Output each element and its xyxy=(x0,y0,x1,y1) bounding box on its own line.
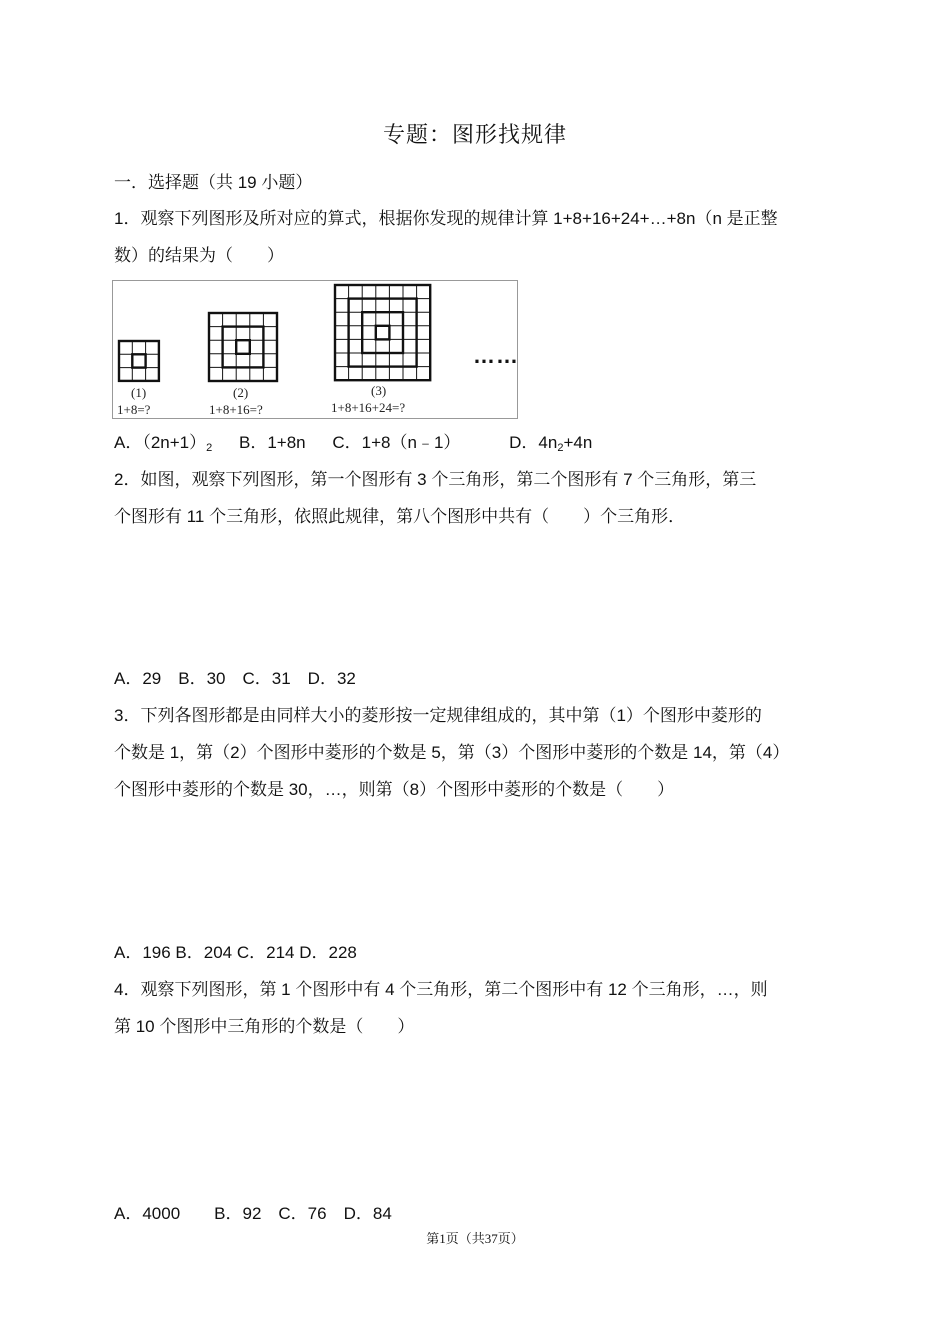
figure-2-formula: 1+8+16=? xyxy=(209,402,263,417)
option-d-exponent: 2 xyxy=(557,442,564,454)
question-1-text-line-1: 1．观察下列图形及所对应的算式，根据你发现的规律计算 1+8+16+24+…+8n（n 是正整 xyxy=(114,209,778,228)
nested-square-grids xyxy=(113,281,517,418)
question-3-options: A．196 B．204 C．214 D．228 xyxy=(114,943,357,962)
grid-1-ring-0 xyxy=(132,354,145,367)
section-heading: 一．选择题（共 19 小题） xyxy=(114,173,313,192)
grid-3-ring-2 xyxy=(349,299,417,367)
option-b: B．1+8n xyxy=(239,433,306,452)
question-4-text-line-1: 4．观察下列图形，第 1 个图形中有 4 个三角形，第二个图形中有 12 个三角形，…，则 xyxy=(114,980,768,999)
page-footer: 第1页（共37页） xyxy=(426,1231,524,1246)
grid-2-ring-1 xyxy=(223,327,264,368)
option-c: C．1+8（n﹣1） xyxy=(332,433,461,452)
figure-3-caption: (3) xyxy=(371,383,387,398)
question-4-options: A．4000 B．92 C．76 D．84 xyxy=(114,1204,392,1223)
figure-2-caption: (2) xyxy=(233,385,249,400)
question-2-options: A．29 B．30 C．31 D．32 xyxy=(114,669,356,688)
option-a: A．（2n+1） xyxy=(114,433,207,452)
question-1-text-line-2: 数）的结果为（ ） xyxy=(114,246,284,265)
grid-3-ring-0 xyxy=(376,326,390,340)
grid-3-ring-1 xyxy=(362,312,403,353)
question-2-text-line-2: 个图形有 11 个三角形，依照此规律，第八个图形中共有（ ）个三角形． xyxy=(114,507,686,526)
grid-2-ring-2 xyxy=(209,313,277,381)
option-d: D．4n xyxy=(509,433,558,452)
figure-3-formula: 1+8+16+24=? xyxy=(331,400,406,415)
question-4-text-line-2: 第 10 个图形中三角形的个数是（ ） xyxy=(114,1017,415,1036)
question-3-text-line-3: 个图形中菱形的个数是 30，…，则第（8）个图形中菱形的个数是（ ） xyxy=(114,780,675,799)
grid-1-ring-1 xyxy=(119,341,159,381)
question-2-text-line-1: 2．如图，观察下列图形，第一个图形有 3 个三角形，第二个图形有 7 个三角形，第三 xyxy=(114,470,757,489)
question-3-text-line-2: 个数是 1，第（2）个图形中菱形的个数是 5，第（3）个图形中菱形的个数是 14，第（4） xyxy=(114,743,790,762)
question-1-options xyxy=(114,424,844,464)
grid-2-ring-0 xyxy=(236,340,250,354)
option-d-tail: +4n xyxy=(563,433,593,452)
figure-1-caption: (1) xyxy=(131,385,147,400)
question-3-text-line-1: 3．下列各图形都是由同样大小的菱形按一定规律组成的，其中第（1）个图形中菱形的 xyxy=(114,706,762,725)
figure-1-formula: 1+8=? xyxy=(117,402,151,417)
question-1-figure xyxy=(112,280,518,419)
ellipsis: …… xyxy=(473,343,519,368)
option-a-exponent: 2 xyxy=(206,442,213,454)
page-title: 专题：图形找规律 xyxy=(382,122,567,147)
